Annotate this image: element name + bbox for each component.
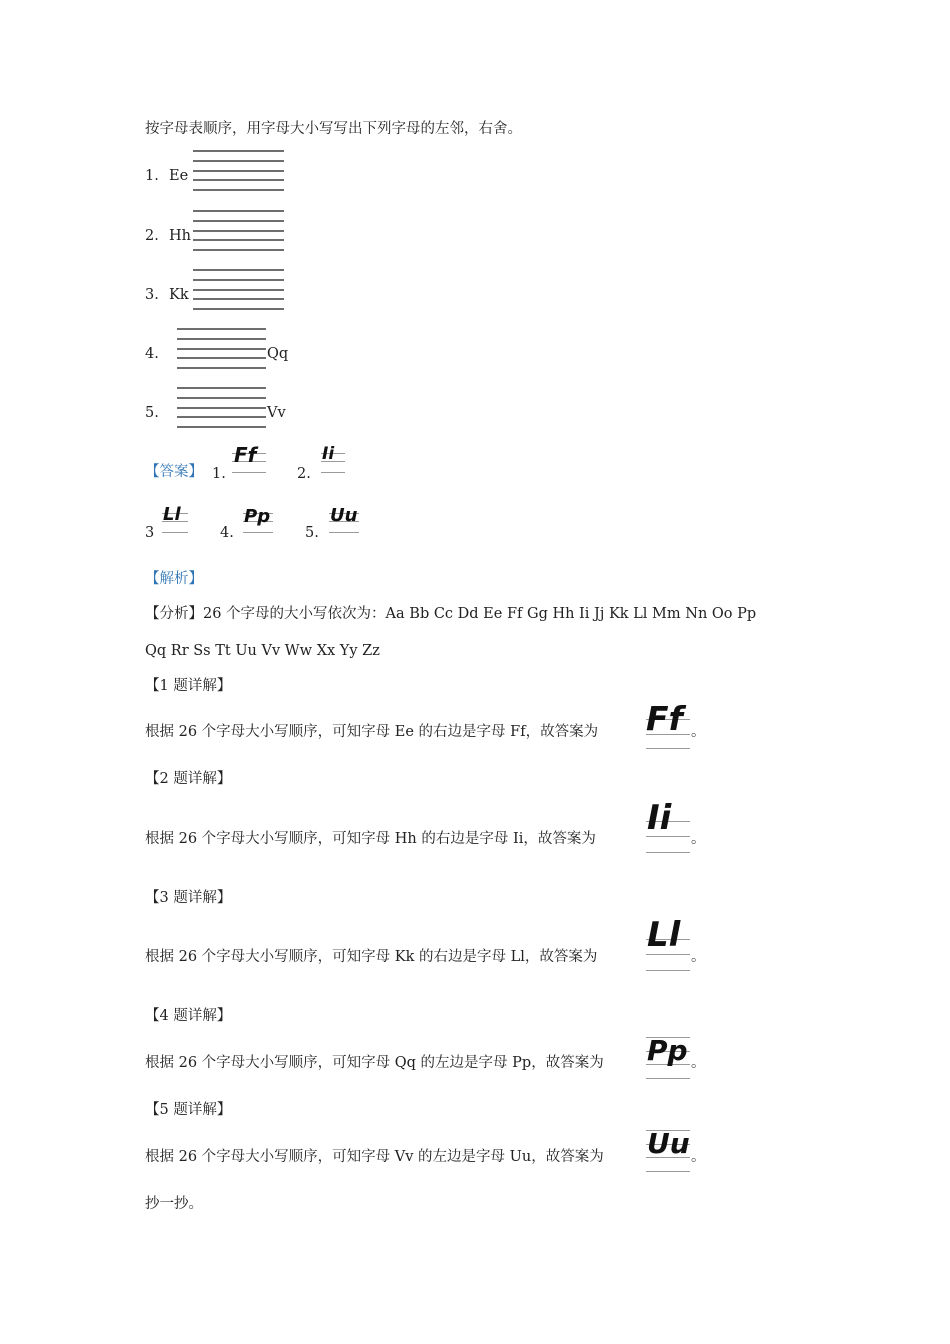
detail-text: 根据 26 个字母大小写顺序，可知字母 Ee 的右边是字母 Ff，故答案为 — [145, 724, 599, 740]
handwritten-answer: Ii — [647, 798, 672, 838]
answer-handwriting-box — [243, 504, 273, 534]
analysis-text: Qq Rr Ss Tt Uu Vv Ww Xx Yy Zz — [145, 643, 380, 659]
handwritten-answer: Ll — [163, 504, 181, 525]
handwritten-answer: Pp — [244, 506, 271, 527]
item-number: 5. — [145, 405, 159, 421]
detail-end: 。 — [691, 1055, 706, 1071]
item-number: 2. — [145, 228, 159, 244]
detail-text: 根据 26 个字母大小写顺序，可知字母 Vv 的左边是字母 Uu，故答案为 — [145, 1149, 604, 1165]
answer-handwriting-box — [321, 444, 345, 474]
item-letter: Ee — [169, 168, 189, 184]
writing-lines[interactable] — [193, 150, 284, 192]
writing-lines[interactable] — [193, 210, 284, 252]
answer-handwriting-box — [646, 1127, 690, 1173]
handwritten-answer: Ff — [646, 699, 683, 738]
detail-end: 。 — [691, 724, 706, 740]
question-instruction: 按字母表顺序，用字母大小写写出下列字母的左邻，右舍。 — [145, 121, 522, 137]
answer-handwriting-box — [646, 699, 690, 750]
writing-lines[interactable] — [177, 328, 266, 370]
detail-text: 根据 26 个字母大小写顺序，可知字母 Qq 的左边是字母 Pp，故答案为 — [145, 1055, 604, 1071]
detail-heading: 【4 题详解】 — [145, 1008, 232, 1024]
answer-number: 1. — [212, 466, 226, 482]
answer-handwriting-box — [646, 914, 690, 972]
handwritten-answer: Ii — [322, 444, 335, 464]
detail-heading: 【2 题详解】 — [145, 771, 232, 787]
answer-number: 3 — [145, 525, 155, 541]
detail-end: 。 — [691, 831, 706, 847]
answer-tag: 【答案】 — [145, 464, 203, 480]
answer-number: 4. — [220, 525, 234, 541]
writing-lines[interactable] — [177, 387, 266, 429]
answer-handwriting-box — [329, 504, 359, 534]
detail-end: 。 — [691, 949, 706, 965]
handwritten-answer: Uu — [330, 505, 358, 526]
writing-lines[interactable] — [193, 269, 284, 311]
handwritten-answer: Uu — [647, 1127, 690, 1160]
handwritten-answer: Pp — [647, 1034, 688, 1067]
item-letter: Kk — [169, 287, 189, 303]
analysis-tag: 【解析】 — [145, 571, 203, 587]
item-number: 1. — [145, 168, 159, 184]
detail-heading: 【3 题详解】 — [145, 890, 232, 906]
item-letter: Vv — [267, 405, 286, 421]
detail-heading: 【1 题详解】 — [145, 678, 232, 694]
item-number: 3. — [145, 287, 159, 303]
item-letter: Qq — [267, 346, 289, 362]
answer-number: 5. — [305, 525, 319, 541]
handwritten-answer: Ll — [647, 915, 681, 955]
answer-handwriting-box — [646, 796, 690, 854]
item-letter: Hh — [169, 228, 191, 244]
detail-text: 根据 26 个字母大小写顺序，可知字母 Kk 的右边是字母 Ll，故答案为 — [145, 949, 598, 965]
detail-heading: 【5 题详解】 — [145, 1102, 232, 1118]
answer-handwriting-box — [162, 504, 188, 534]
detail-end: 。 — [691, 1149, 706, 1165]
next-question-instruction: 抄一抄。 — [145, 1196, 203, 1212]
answer-handwriting-box — [232, 444, 266, 474]
answer-number: 2. — [297, 466, 311, 482]
item-number: 4. — [145, 346, 159, 362]
handwritten-answer: Ff — [234, 443, 257, 467]
answer-handwriting-box — [646, 1034, 690, 1080]
detail-text: 根据 26 个字母大小写顺序，可知字母 Hh 的右边是字母 Ii，故答案为 — [145, 831, 596, 847]
analysis-text: 【分析】26 个字母的大小写依次为：Aa Bb Cc Dd Ee Ff Gg Hh Ii Jj Kk Ll Mm Nn Oo Pp — [145, 606, 757, 622]
